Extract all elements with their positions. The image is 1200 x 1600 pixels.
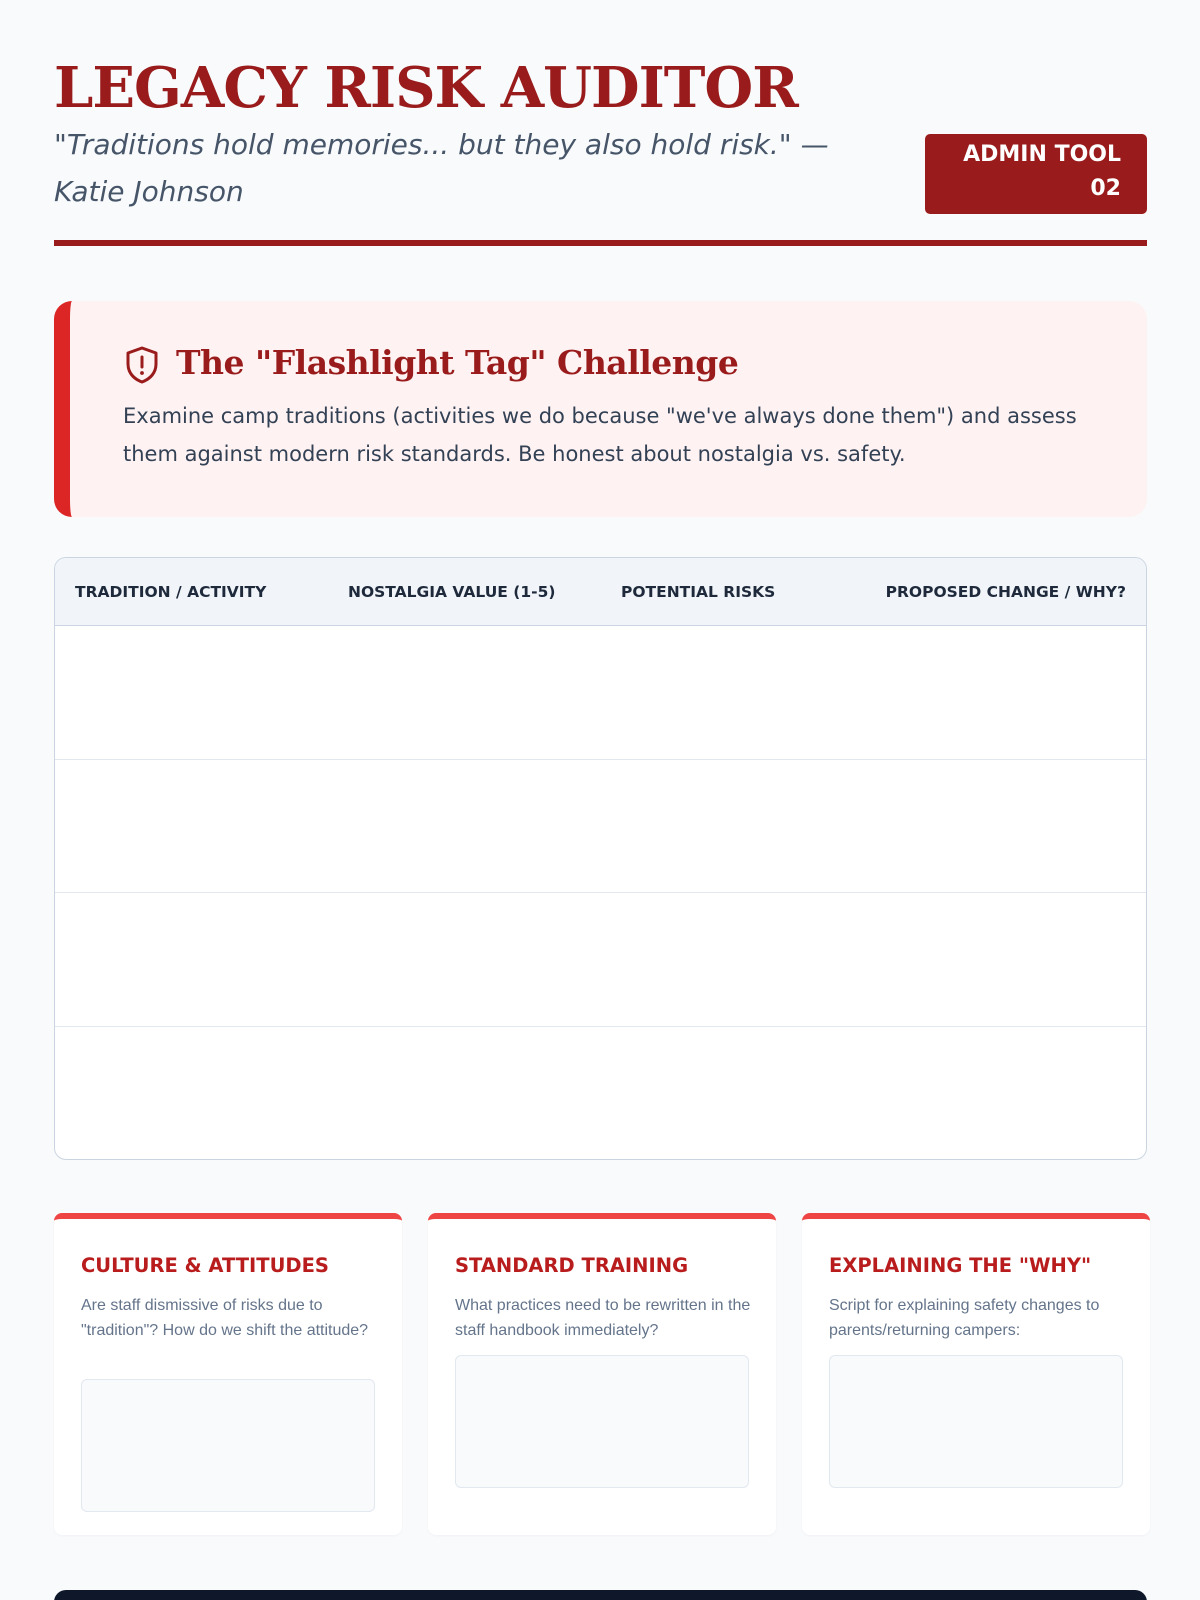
why-script-answer-field[interactable]: [829, 1355, 1123, 1488]
table-row[interactable]: [55, 760, 1146, 894]
page-title: LEGACY RISK AUDITOR: [54, 55, 798, 121]
culture-answer-field[interactable]: [81, 1379, 375, 1512]
admin-tool-badge: ADMIN TOOL 02: [925, 134, 1147, 214]
table-row[interactable]: [55, 626, 1146, 760]
header-quote: "Traditions hold memories... but they also hold risk." — Katie Johnson: [54, 128, 829, 208]
shield-alert-icon: [124, 345, 160, 385]
column-header-risks: POTENTIAL RISKS: [621, 583, 776, 601]
card-title: EXPLAINING THE "WHY": [829, 1254, 1092, 1277]
challenge-callout: [54, 301, 1147, 517]
table-header: [55, 558, 1146, 626]
column-header-proposed-change: PROPOSED CHANGE / WHY?: [885, 583, 1126, 601]
card-prompt: What practices need to be rewritten in the staff handbook immediately?: [455, 1297, 751, 1339]
table-row[interactable]: [55, 893, 1146, 1027]
challenge-title: The "Flashlight Tag" Challenge: [176, 343, 739, 382]
challenge-description: Examine camp traditions (activities we do because "we've always done them") and assess them against modern risk standards. Be honest about nostalgia vs. safety.: [123, 404, 1077, 466]
explaining-why-card: [802, 1213, 1150, 1535]
culture-attitudes-card: [54, 1213, 402, 1535]
header-divider: [54, 240, 1147, 246]
table-row[interactable]: [55, 1027, 1146, 1161]
column-header-tradition: TRADITION / ACTIVITY: [75, 583, 267, 601]
standard-training-card: [428, 1213, 776, 1535]
tradition-audit-table: [54, 557, 1147, 1160]
training-answer-field[interactable]: [455, 1355, 749, 1488]
card-prompt: Script for explaining safety changes to parents/returning campers:: [829, 1297, 1100, 1339]
column-header-nostalgia: NOSTALGIA VALUE (1-5): [348, 583, 556, 601]
card-prompt: Are staff dismissive of risks due to "tradition"? How do we shift the attitude?: [81, 1297, 369, 1339]
card-title: STANDARD TRAINING: [455, 1254, 689, 1277]
footer-bar: [54, 1590, 1147, 1600]
card-title: CULTURE & ATTITUDES: [81, 1254, 329, 1277]
